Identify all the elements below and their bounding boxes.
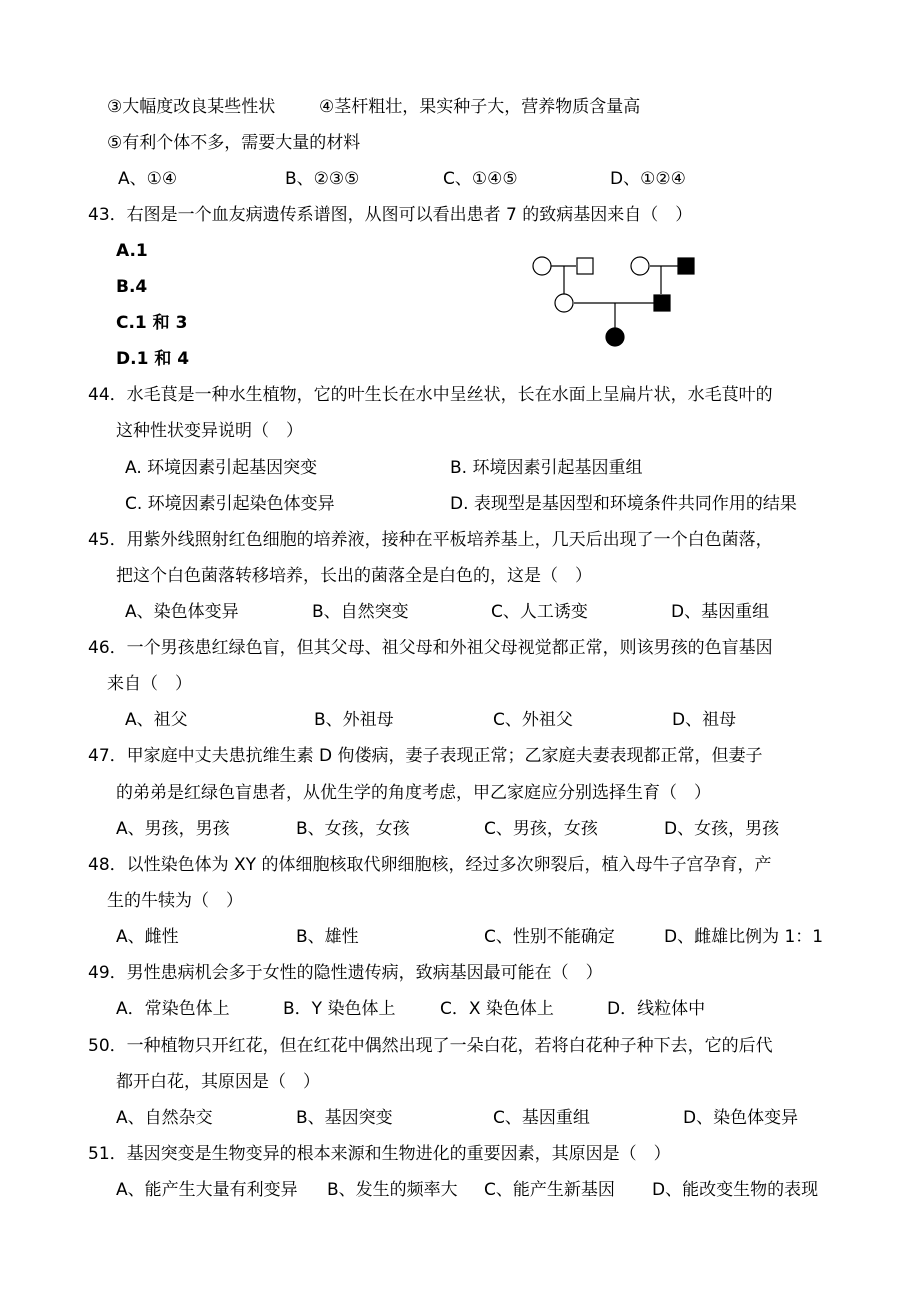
q49-option-b: B．Y 染色体上 (283, 999, 396, 1019)
q42-item-3: ③大幅度改良某些性状 (107, 97, 276, 117)
q44-stem-line2: 这种性状变异说明（ ） (116, 421, 303, 441)
q50-option-c: C、基因重组 (493, 1108, 590, 1128)
q45-option-a: A、染色体变异 (125, 602, 239, 622)
q48-stem-line2: 生的牛犊为（ ） (107, 891, 243, 911)
q51-stem: 51．基因突变是生物变异的根本来源和生物进化的重要因素，其原因是（ ） (88, 1144, 671, 1164)
q46-option-a: A、祖父 (125, 710, 188, 730)
q42-option-c: C、①④⑤ (443, 169, 518, 189)
q42-item-5: ⑤有利个体不多，需要大量的材料 (107, 133, 361, 153)
q45-option-c: C、人工诱变 (491, 602, 588, 622)
q50-option-a: A、自然杂交 (116, 1108, 213, 1128)
q49-option-d: D．线粒体中 (607, 999, 706, 1019)
q48-option-a: A、雌性 (116, 927, 179, 947)
q48-option-c: C、性别不能确定 (484, 927, 615, 947)
q44-stem-line1: 44．水毛茛是一种水生植物，它的叶生长在水中呈丝状，长在水面上呈扁片状，水毛茛叶的 (88, 385, 773, 405)
q51-option-c: C、能产生新基因 (484, 1180, 615, 1200)
q45-option-d: D、基因重组 (671, 602, 770, 622)
q49-option-a: A．常染色体上 (116, 999, 230, 1019)
q49-stem: 49．男性患病机会多于女性的隐性遗传病，致病基因最可能在（ ） (88, 963, 603, 983)
q48-option-d: D、雌雄比例为 1：1 (664, 927, 824, 947)
q46-stem-line2: 来自（ ） (107, 674, 192, 694)
pedigree-affected-male-6 (654, 295, 670, 311)
q44-option-a: A. 环境因素引起基因突变 (125, 458, 318, 478)
q50-stem-line2: 都开白花，其原因是（ ） (116, 1072, 320, 1092)
q43-option-b: B.4 (116, 277, 148, 297)
pedigree-affected-male-4 (678, 258, 694, 274)
q51-option-b: B、发生的频率大 (327, 1180, 458, 1200)
q50-stem-line1: 50．一种植物只开红花，但在红花中偶然出现了一朵白花，若将白花种子种下去，它的后代 (88, 1036, 773, 1056)
q43-option-c: C.1 和 3 (116, 313, 188, 333)
pedigree-affected-female-7 (606, 328, 624, 346)
q42-item-4: ④茎杆粗壮，果实种子大，营养物质含量高 (319, 97, 641, 117)
pedigree-chart (528, 253, 708, 351)
q48-stem-line1: 48．以性染色体为 XY 的体细胞核取代卵细胞核，经过多次卵裂后，植入母牛子宫孕育，产 (88, 855, 772, 875)
q45-stem-line2: 把这个白色菌落转移培养，长出的菌落全是白色的，这是（ ） (116, 566, 592, 586)
q46-stem-line1: 46．一个男孩患红绿色盲，但其父母、祖父母和外祖父母视觉都正常，则该男孩的色盲基因 (88, 638, 773, 658)
q51-option-d: D、能改变生物的表现 (652, 1180, 819, 1200)
q49-option-c: C．X 染色体上 (440, 999, 554, 1019)
q45-option-b: B、自然突变 (312, 602, 409, 622)
q48-option-b: B、雄性 (296, 927, 359, 947)
q44-option-b: B. 环境因素引起基因重组 (450, 458, 643, 478)
q42-option-b: B、②③⑤ (285, 169, 360, 189)
q50-option-b: B、基因突变 (296, 1108, 393, 1128)
q44-option-d: D. 表现型是基因型和环境条件共同作用的结果 (450, 494, 797, 514)
q45-stem-line1: 45．用紫外线照射红色细胞的培养液，接种在平板培养基上，几天后出现了一个白色菌落， (88, 530, 773, 550)
q46-option-d: D、祖母 (672, 710, 737, 730)
q47-option-d: D、女孩，男孩 (664, 819, 780, 839)
q42-option-a: A、①④ (118, 169, 178, 189)
q47-option-c: C、男孩，女孩 (484, 819, 598, 839)
q47-option-a: A、男孩，男孩 (116, 819, 230, 839)
q44-option-c: C. 环境因素引起染色体变异 (125, 494, 335, 514)
pedigree-female-3 (631, 257, 649, 275)
q50-option-d: D、染色体变异 (683, 1108, 799, 1128)
pedigree-female-5 (555, 294, 573, 312)
q43-option-a: A.1 (116, 241, 148, 261)
pedigree-male-2 (577, 258, 593, 274)
q47-option-b: B、女孩，女孩 (296, 819, 410, 839)
q47-stem-line2: 的弟弟是红绿色盲患者，从优生学的角度考虑，甲乙家庭应分别选择生育（ ） (116, 783, 711, 803)
q46-option-b: B、外祖母 (314, 710, 394, 730)
q47-stem-line1: 47．甲家庭中丈夫患抗维生素 D 佝偻病，妻子表现正常；乙家庭夫妻表现都正常，但妻子 (88, 746, 763, 766)
q46-option-c: C、外祖父 (493, 710, 573, 730)
q43-stem: 43．右图是一个血友病遗传系谱图，从图可以看出患者 7 的致病基因来自（ ） (88, 205, 693, 225)
q42-option-d: D、①②④ (610, 169, 686, 189)
pedigree-female-1 (533, 257, 551, 275)
q43-option-d: D.1 和 4 (116, 349, 190, 369)
q51-option-a: A、能产生大量有利变异 (116, 1180, 298, 1200)
